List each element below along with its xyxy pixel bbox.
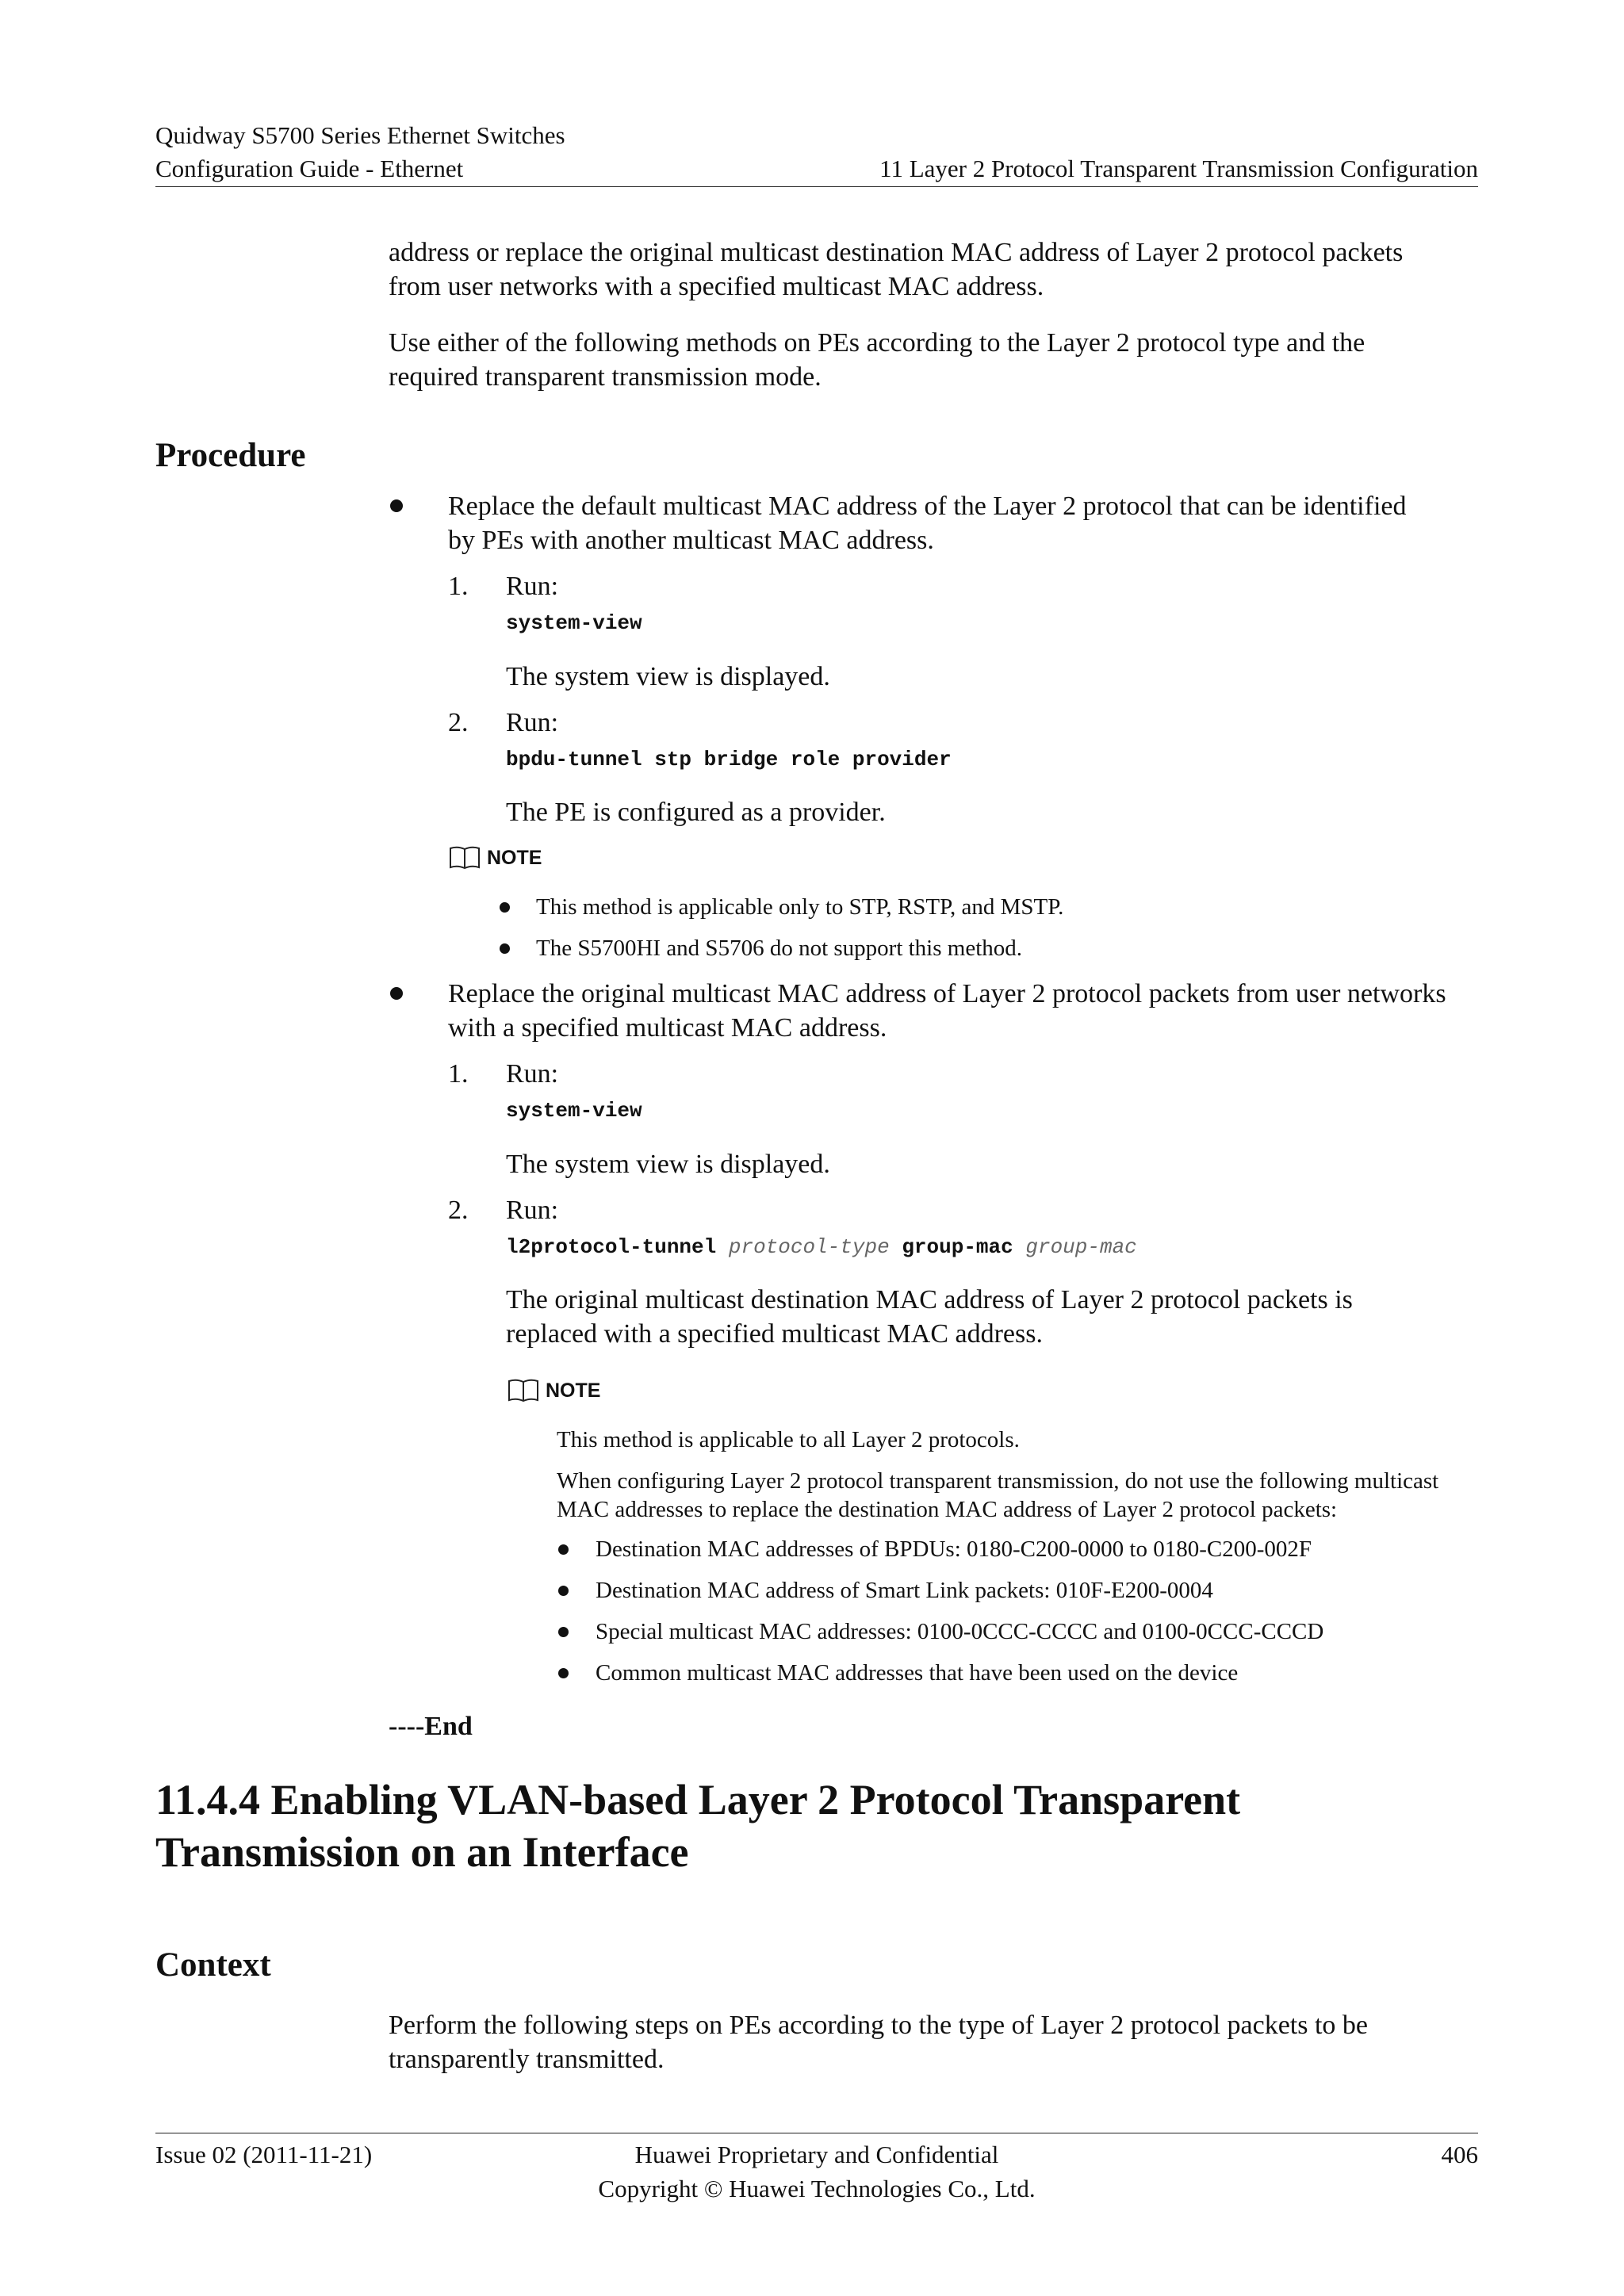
note-label: NOTE	[487, 846, 542, 869]
text-line: Replace the default multicast MAC address of the Layer 2 protocol that can be identified	[448, 492, 1407, 521]
section-title	[155, 1774, 1503, 1878]
step-label: Run:	[506, 1196, 559, 1225]
text-line: Perform the following steps on PEs according to the type of Layer 2 protocol packets to be	[389, 2011, 1369, 2040]
bullet-icon	[558, 1668, 569, 1678]
page-number: 406	[1441, 2141, 1478, 2168]
book-icon	[449, 845, 481, 871]
text-line: Replace the original multicast MAC address of Layer 2 protocol packets from user networks	[448, 979, 1446, 1008]
note-item: Destination MAC addresses of BPDUs: 0180-C200-0000 to 0180-C200-002F	[596, 1536, 1312, 1562]
step-result: The system view is displayed.	[506, 1150, 830, 1179]
step-number: 2.	[448, 708, 469, 737]
text-line: from user networks with a specified multicast MAC address.	[389, 272, 1044, 301]
context-paragraph	[389, 2008, 1368, 2076]
note-header	[449, 845, 542, 871]
step-label: Run:	[506, 708, 559, 737]
header-rule	[155, 186, 1478, 187]
command-argument: group-mac	[1025, 1235, 1137, 1259]
command-keyword: group-mac	[902, 1235, 1013, 1259]
intro-paragraph-1	[389, 235, 1403, 304]
intro-paragraph-2	[389, 326, 1365, 394]
text-line: transparently transmitted.	[389, 2045, 665, 2074]
note-header	[508, 1378, 600, 1403]
book-icon	[508, 1378, 539, 1403]
footer-copyright: Copyright © Huawei Technologies Co., Ltd.	[598, 2175, 1036, 2202]
bullet-icon	[500, 943, 510, 954]
note-item: Special multicast MAC addresses: 0100-0CCC-CCCC and 0100-0CCC-CCCD	[596, 1619, 1324, 1644]
footer-center	[155, 2137, 1478, 2206]
text-line: address or replace the original multicast destination MAC address of Layer 2 protocol packets	[389, 238, 1404, 267]
header-product: Quidway S5700 Series Ethernet Switches	[155, 121, 565, 149]
text-line: required transparent transmission mode.	[389, 362, 822, 392]
step-result: The system view is displayed.	[506, 662, 830, 691]
command-system-view: system-view	[506, 1099, 642, 1123]
step-result	[506, 1283, 1353, 1351]
command-l2protocol-tunnel	[506, 1233, 1137, 1261]
text-line: by PEs with another multicast MAC address.	[448, 526, 934, 555]
command-system-view: system-view	[506, 611, 642, 635]
step-label: Run:	[506, 572, 559, 601]
text-line: The original multicast destination MAC address of Layer 2 protocol packets is	[506, 1285, 1353, 1314]
note-paragraph: This method is applicable to all Layer 2 protocols.	[557, 1427, 1020, 1452]
header-row	[155, 152, 1478, 186]
bullet-icon	[558, 1586, 569, 1596]
bullet-icon	[390, 987, 403, 1000]
text-line: When configuring Layer 2 protocol transparent transmission, do not use the following multicast	[557, 1468, 1439, 1494]
note-item: This method is applicable only to STP, RSTP, and MSTP.	[536, 894, 1064, 920]
end-mark: ----End	[389, 1712, 473, 1741]
text-line: Use either of the following methods on PEs according to the Layer 2 protocol type and the	[389, 328, 1365, 358]
context-heading: Context	[155, 1946, 271, 1984]
footer-issue: Issue 02 (2011-11-21)	[155, 2141, 373, 2168]
note-paragraph	[557, 1467, 1438, 1524]
text-line: Transmission on an Interface	[155, 1828, 689, 1876]
note-item: Common multicast MAC addresses that have been used on the device	[596, 1660, 1239, 1686]
command-bpdu-tunnel: bpdu-tunnel stp bridge role provider	[506, 748, 952, 771]
bullet-icon	[390, 499, 403, 512]
note-item: Destination MAC address of Smart Link packets: 010F-E200-0004	[596, 1578, 1213, 1603]
bullet-icon	[558, 1627, 569, 1637]
command-keyword: l2protocol-tunnel	[506, 1235, 717, 1259]
text-line: MAC addresses to replace the destination MAC address of Layer 2 protocol packets:	[557, 1497, 1338, 1522]
header-chapter: 11 Layer 2 Protocol Transparent Transmission Configuration	[879, 155, 1478, 182]
bullet-icon	[500, 902, 510, 913]
procedure-heading: Procedure	[155, 437, 306, 474]
note-label: NOTE	[546, 1379, 601, 1402]
step-number: 2.	[448, 1196, 469, 1225]
step-number: 1.	[448, 1059, 469, 1089]
header-guide: Configuration Guide - Ethernet	[155, 155, 464, 182]
step-label: Run:	[506, 1059, 559, 1089]
method-2-text	[448, 977, 1446, 1045]
bullet-icon	[558, 1544, 569, 1555]
step-result: The PE is configured as a provider.	[506, 798, 886, 827]
note-item: The S5700HI and S5706 do not support this method.	[536, 936, 1023, 961]
text-line: 11.4.4 Enabling VLAN-based Layer 2 Protocol Transparent	[155, 1776, 1241, 1823]
step-number: 1.	[448, 572, 469, 601]
command-argument: protocol-type	[728, 1235, 890, 1259]
text-line: with a specified multicast MAC address.	[448, 1013, 887, 1043]
text-line: replaced with a specified multicast MAC address.	[506, 1319, 1043, 1349]
method-1-text	[448, 489, 1406, 557]
footer-confidential: Huawei Proprietary and Confidential	[634, 2141, 999, 2168]
